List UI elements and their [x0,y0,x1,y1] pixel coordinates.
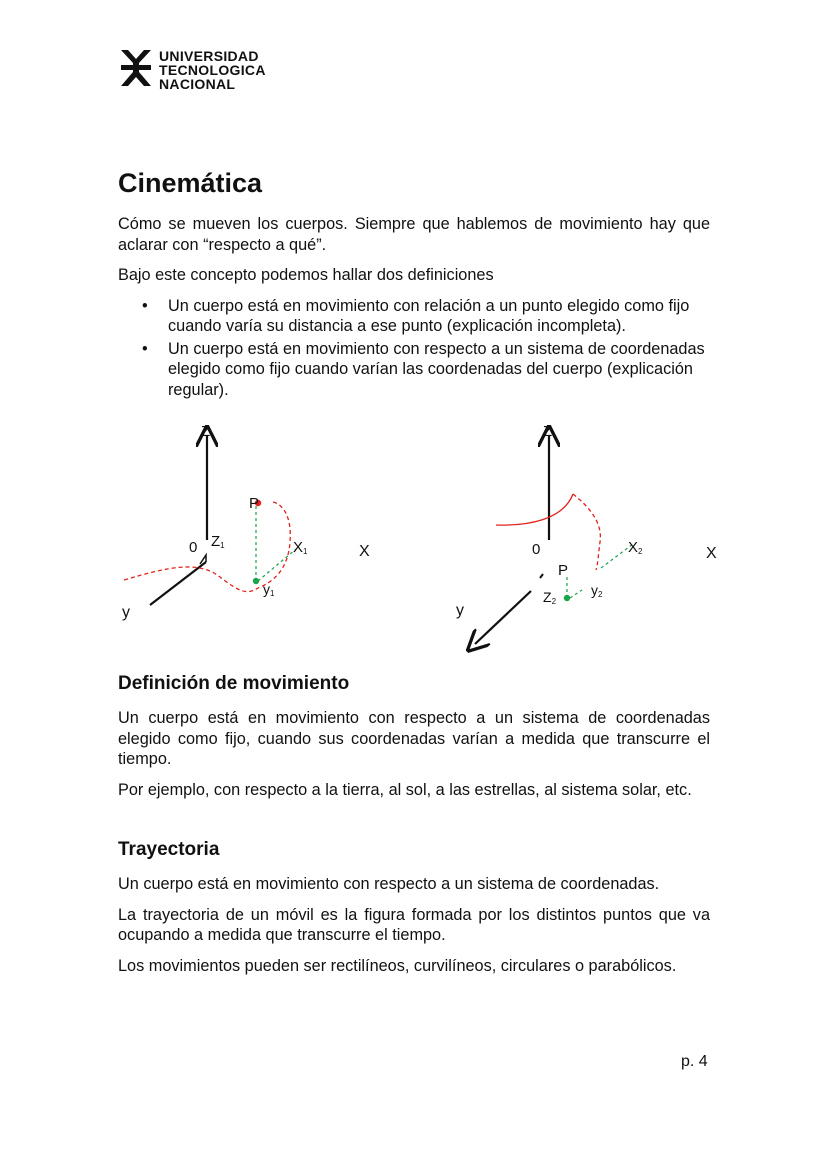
right-label-x: X [706,545,717,562]
left-label-p: P [249,495,260,512]
page-number: p. 4 [681,1053,708,1070]
left-label-z: Z [201,423,211,440]
trajectory-paragraph-3: Los movimientos pueden ser rectilíneos, curvilíneos, circulares o parabólicos. [118,956,677,975]
right-label-y: y [456,602,464,619]
movement-definition-paragraph-1: Un cuerpo está en movimiento con respecto a un sistema de coordenadas elegido como fijo, cuando sus coordenadas varían a medida que transcurre el tiempo. [118,709,710,768]
left-label-y1: y1 [263,581,275,598]
intro-paragraph: Cómo se mueven los cuerpos. Siempre que hablemos de movimiento hay que aclarar con “respecto a qué”. [118,215,710,254]
right-y2-line [570,590,582,598]
right-dashed-curve [573,494,600,570]
right-solid-curve [496,494,573,525]
definitions-lead: Bajo este concepto podemos hallar dos definiciones [118,266,494,284]
left-label-z1: Z1 [211,533,225,550]
right-label-origin: 0 [532,541,541,558]
trajectory-section [118,838,710,976]
movement-definition-heading: Definición de movimiento [118,673,350,694]
definition-item-2: • Un cuerpo está en movimiento con respecto a un sistema de coordenadas elegido como fijo cuando varían las coordenadas del cuerpo (explicación regular). [168,339,710,401]
right-label-p: P [558,562,569,579]
left-diagram [122,423,370,621]
left-label-x: X [359,543,370,560]
logo-text [159,49,266,91]
university-logo [119,48,266,92]
movement-definition-section [118,672,710,800]
definitions-list [118,296,710,401]
definition-item-1: • Un cuerpo está en movimiento con relación a un punto elegido como fijo cuando varía su distancia a ese punto (explicación incompleta). [168,296,710,337]
right-label-y2: y2 [591,582,603,599]
utn-logo-icon [119,48,153,92]
logo-line-1: UNIVERSIDAD [159,48,259,64]
trajectory-paragraph-2: La trayectoria de un móvil es la figura formada por los distintos puntos que va ocupando a medida que transcurre el tiempo. [118,905,710,944]
right-y-axis [475,591,531,644]
logo-line-3: NACIONAL [159,76,236,92]
right-origin-dash [540,574,543,578]
left-y-axis [150,562,206,605]
logo-line-2: TECNOLOGICA [159,62,266,78]
trajectory-paragraph-1: Un cuerpo está en movimiento con respecto a un sistema de coordenadas. [118,875,660,893]
left-label-x1: X1 [293,539,308,556]
main-content [118,166,717,986]
right-label-z2: Z2 [543,589,557,606]
page-title: Cinemática [118,168,263,198]
right-diagram [456,423,717,644]
left-label-y: y [122,604,130,621]
coordinate-systems-figure [108,422,748,662]
movement-definition-paragraph-2: Por ejemplo, con respecto a la tierra, al sol, a las estrellas, al sistema solar, etc. [118,780,692,799]
right-label-z: Z [543,423,553,440]
coordinate-diagrams [108,422,748,662]
right-point-z2 [564,595,570,601]
right-label-x2: X2 [628,539,643,556]
trajectory-heading: Trayectoria [118,839,220,860]
left-label-origin: 0 [189,539,198,556]
left-point-y1 [253,578,259,584]
